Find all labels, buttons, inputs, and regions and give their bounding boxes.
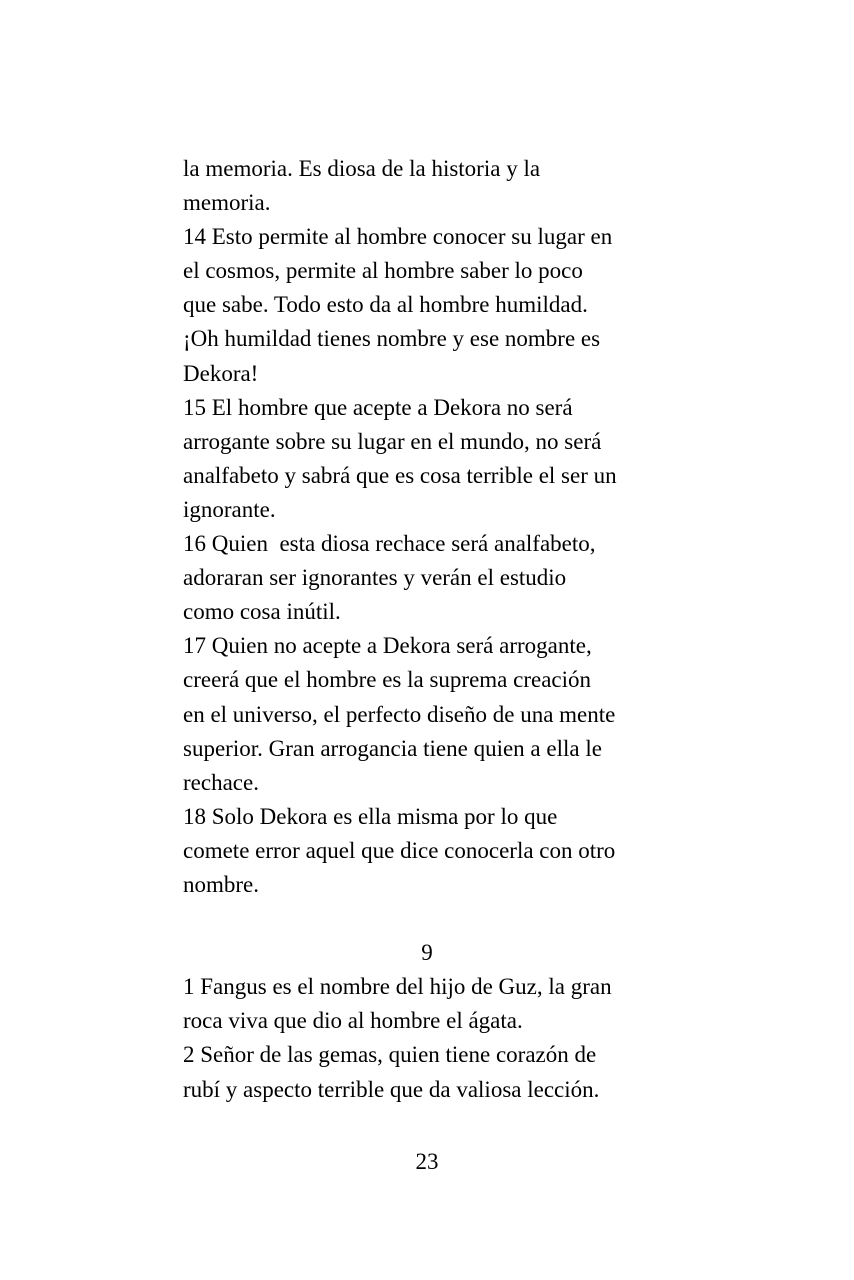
page-body <box>183 152 703 1107</box>
text-line: adoraran ser ignorantes y verán el estudio <box>183 565 567 591</box>
text-line: en el universo, el perfecto diseño de una mente <box>183 701 616 727</box>
text-line: 2 Señor de las gemas, quien tiene corazón de <box>183 1042 597 1068</box>
text-line: como cosa inútil. <box>183 599 341 625</box>
text-line: comete error aquel que dice conocerla con otro <box>183 837 616 863</box>
text-line: memoria. <box>183 190 271 216</box>
text-line: superior. Gran arrogancia tiene quien a ella le <box>183 735 602 761</box>
text-line: la memoria. Es diosa de la historia y la <box>183 156 541 181</box>
text-line: roca viva que dio al hombre el ágata. <box>183 1008 523 1034</box>
text-line: 16 Quien esta diosa rechace será analfabeto, <box>183 531 596 557</box>
text-line: creerá que el hombre es la suprema creación <box>183 667 592 693</box>
text-line: ¡Oh humildad tienes nombre y ese nombre es <box>183 326 601 352</box>
text-line: rechace. <box>183 769 259 795</box>
text-line: 1 Fangus es el nombre del hijo de Guz, la gran <box>183 974 612 1000</box>
text-line: 14 Esto permite al hombre conocer su lugar en <box>183 224 613 250</box>
text-line: nombre. <box>183 871 260 897</box>
text-line: Dekora! <box>183 360 259 386</box>
page-number: 23 <box>415 1149 439 1174</box>
text-line: analfabeto y sabrá que es cosa terrible el ser un <box>183 462 617 488</box>
text-line: el cosmos, permite al hombre saber lo poco <box>183 258 583 284</box>
text-line: arrogante sobre su lugar en el mundo, no será <box>183 428 602 454</box>
text-line: 15 El hombre que acepte a Dekora no será <box>183 394 573 420</box>
blank-line <box>183 902 703 936</box>
text-line: rubí y aspecto terrible que da valiosa lección. <box>183 1076 600 1102</box>
text-line: que sabe. Todo esto da al hombre humildad. <box>183 292 588 318</box>
verse-block-chapter-9 <box>183 970 703 1106</box>
text-line: 17 Quien no acepte a Dekora será arrogante, <box>183 633 592 659</box>
text-line: 18 Solo Dekora es ella misma por lo que <box>183 803 558 829</box>
chapter-heading: 9 <box>421 940 433 966</box>
text-line: ignorante. <box>183 496 276 522</box>
verse-block-previous-chapter <box>183 152 703 902</box>
